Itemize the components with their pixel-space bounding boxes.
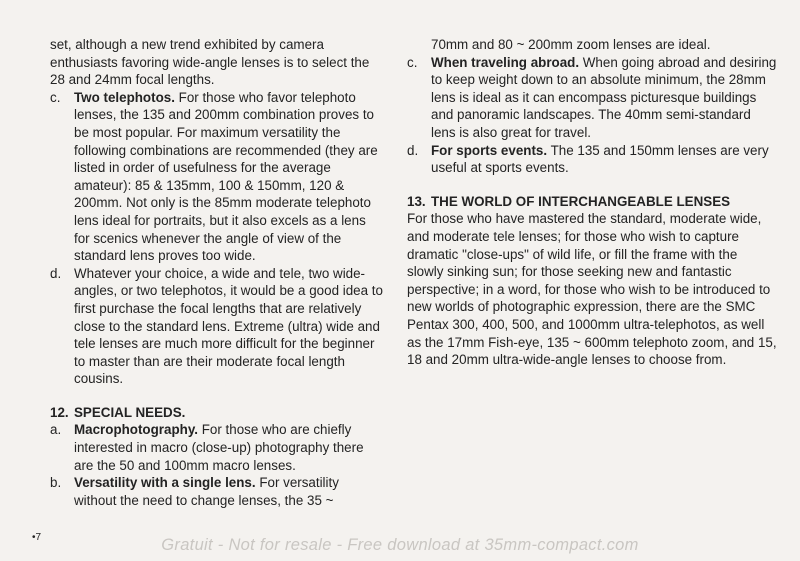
item-d-sports-events — [407, 142, 777, 177]
item-label: d. — [407, 142, 419, 158]
item-text: When going abroad and desiring to keep weight down to an absolute minimum, the 28mm lens is ideal as it can encompass picturesque buildings and panoramic landscapes. The 40mm semi-standard lens is also great for travel. — [431, 54, 777, 140]
continuation-text: 70mm and 80 ~ 200mm zoom lenses are ideal. — [431, 37, 711, 52]
item-title: When traveling abroad. — [431, 54, 580, 70]
left-column — [50, 36, 385, 509]
item-text: For those who favor telephoto lenses, the 135 and 200mm combination proves to be most popular. For maximum versatility the following combinations are recommended (they are listed in order of usefulness for the average amateur): 85 & 135mm, 100 & 150mm, 120 & 200mm. Not only is the 85mm moderate telephoto lens ideal for portraits, but it also excels as a lens for scenics whenever the angle of view of the standard lens proves too wide. — [74, 89, 378, 264]
item-text: Whatever your choice, a wide and tele, two wide-angles, or two telephotos, it would be a good idea to first purchase the focal lengths that are relatively close to the standard lens. Extreme (ultra) wide and tele lenses are much more difficult for the beginner to master than are their moderate focal length cousins. — [74, 265, 383, 387]
item-text: For versatility without the need to change lenses, the 35 ~ — [74, 475, 339, 508]
item-label: a. — [50, 422, 62, 438]
section-13-heading — [407, 193, 777, 211]
section-number: 12. — [50, 404, 69, 420]
item-text: For those who are chiefly interested in macro (close-up) photography there are the 50 and 100mm macro lenses. — [74, 422, 364, 473]
section-number: 13. — [407, 193, 426, 209]
section-12-heading — [50, 404, 385, 422]
item-label: c. — [50, 89, 61, 105]
item-d-whatever-your-choice — [50, 265, 385, 388]
item-title: Macrophotography. — [74, 422, 198, 438]
item-b-versatility — [50, 474, 385, 509]
item-title: Versatility with a single lens. — [74, 475, 256, 491]
watermark-text: Gratuit - Not for resale - Free download at 35mm-compact.com — [161, 536, 639, 554]
item-label: c. — [407, 54, 418, 70]
item-text: The 135 and 150mm lenses are very useful at sports events. — [431, 142, 769, 176]
item-c-two-telephotos — [50, 89, 385, 265]
item-title: Two telephotos. — [74, 89, 175, 105]
right-column — [407, 36, 777, 369]
intro-paragraph: set, although a new trend exhibited by camera enthusiasts favoring wide-angle lenses is to select the 28 and 24mm focal lengths. — [50, 37, 370, 88]
item-title: For sports events. — [431, 142, 548, 158]
item-c-traveling-abroad — [407, 54, 777, 142]
page-number: •7 — [32, 532, 42, 543]
item-a-macrophotography — [50, 421, 385, 474]
item-label: b. — [50, 475, 62, 491]
section-title: THE WORLD OF INTERCHANGEABLE LENSES — [431, 193, 731, 209]
section-13-body: For those who have mastered the standard, moderate wide, and moderate tele lenses; for those who wish to capture dramatic "close-ups" of wild life, or fill the frame with the slowly sinking sun; for those seeking new and fantastic perspective; in a word, for those who wish to be introduced to new worlds of photographic expression, there are the SMC Pentax 300, 400, 500, and 1000mm ultra-telephotos, as well as the 17mm Fish-eye, 135 ~ 600mm telephoto zoom, and 15, 18 and 20mm ultra-wide-angle lenses to choose from. — [407, 211, 777, 368]
section-title: SPECIAL NEEDS. — [74, 404, 186, 420]
item-label: d. — [50, 265, 62, 281]
